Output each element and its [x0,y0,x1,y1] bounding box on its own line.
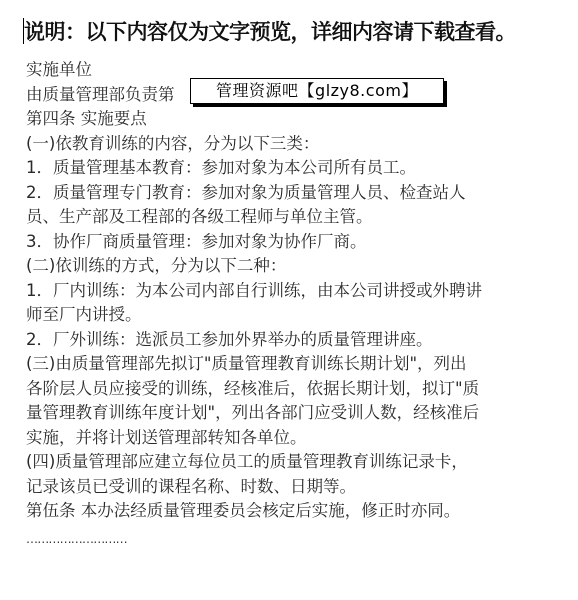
line-item-internal-training-cont: 师至厂内讲授。 [26,305,142,324]
line-item-supplier-quality: 3．协作厂商质量管理：参加对象为协作厂商。 [26,231,367,251]
line-implementing-unit-text: 由质量管理部负责第 [26,84,175,104]
line-section-1-heading: (一)依教育训练的内容，分为以下三类： [26,133,320,153]
line-item-basic-education: 1．质量管理基本教育：参加对象为本公司所有员工。 [26,158,416,177]
line-section-3-text-cont-3: 实施，并将计划送管理部转知各单位。 [26,427,307,447]
trailing-dots: ……………………… [26,532,127,546]
line-item-internal-training: 1．厂内训练：为本公司内部自行训练，由本公司讲授或外聘讲 [26,280,482,300]
line-section-3-text-cont-1: 各阶层人员应接受的训练，经核准后，依据长期计划，拟订"质 [26,378,480,398]
line-section-3-text: (三)由质量管理部先拟订"质量管理教育训练长期计划"，列出 [26,354,467,373]
line-item-specialized-education-cont: 员、生产部及工程部的各级工程师与单位主管。 [26,207,373,226]
line-implementing-unit-heading: 实施单位 [26,60,92,79]
line-section-3-text-cont-2: 量管理教育训练年度计划"，列出各部门应受训人数，经核准后 [26,403,480,422]
line-item-external-training: 2．厂外训练：选派员工参加外界举办的质量管理讲座。 [26,329,433,349]
watermark-stamp: 管理资源吧【glzy8.com】 [190,78,444,104]
line-section-2-heading: (二)依训练的方式，分为以下二种： [26,256,287,275]
preview-notice: 说明：以下内容仅为文字预览，详细内容请下载查看。 [24,20,516,44]
line-article-5: 第伍条 本办法经质量管理委员会核定后实施，修正时亦同。 [26,501,461,520]
line-section-4-text-cont: 记录该员已受训的课程名称、时数、日期等。 [26,476,356,496]
document-body [26,58,571,524]
line-section-4-text: (四)质量管理部应建立每位员工的质量管理教育训练记录卡， [26,452,468,471]
line-item-specialized-education: 2．质量管理专门教育：参加对象为质量管理人员、检查站人 [26,182,466,202]
line-article-4-heading: 第四条 实施要点 [26,109,147,128]
